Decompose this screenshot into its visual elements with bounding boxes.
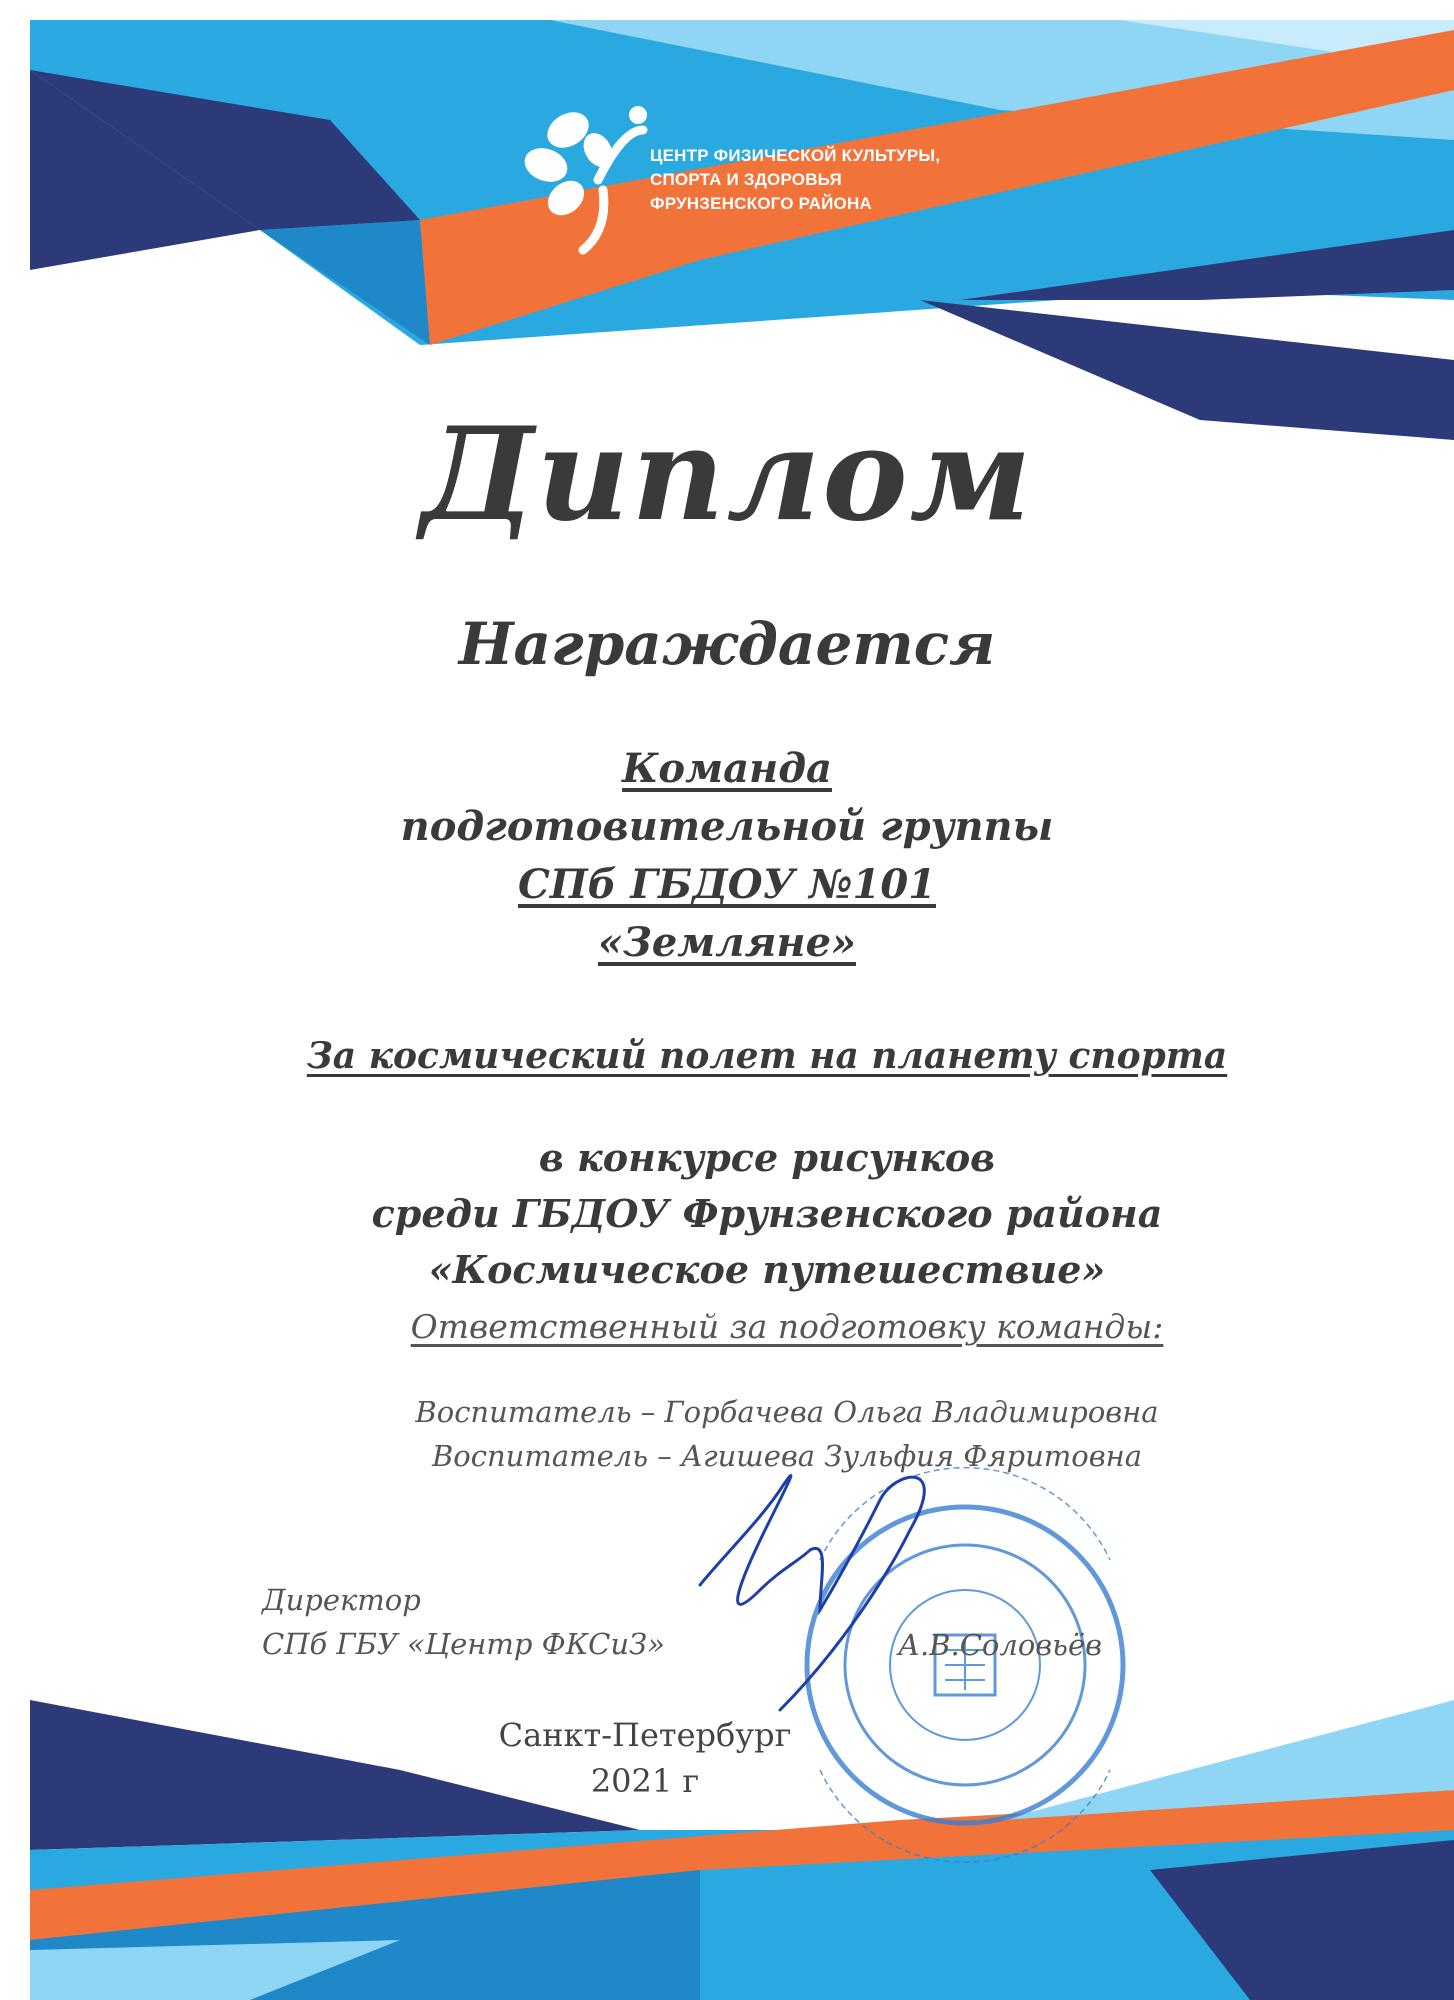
award-reason: За космический полет на планету спорта: [306, 1035, 1228, 1077]
director-title: Директор: [262, 1583, 421, 1617]
contest-line-3: «Космическое путешествие»: [428, 1247, 1106, 1292]
diploma-title: Диплом: [420, 400, 1034, 550]
contest-line-2: среди ГБДОУ Фрунзенского района: [371, 1191, 1163, 1236]
year: 2021 г: [590, 1762, 700, 1800]
teacher-line: Воспитатель – Агишева Зульфия Фяритовна: [431, 1439, 1142, 1473]
awarded-heading: Награждается: [458, 610, 996, 678]
contest-block: [40, 1130, 1454, 1298]
teachers-list: [60, 1390, 1454, 1478]
org-name: [650, 144, 940, 216]
org-name-line-1: ЦЕНТР ФИЗИЧЕСКОЙ КУЛЬТУРЫ,: [650, 146, 941, 165]
teacher-line: Воспитатель – Горбачева Ольга Владимировна: [415, 1395, 1159, 1429]
top-left-deep-blue: [260, 220, 430, 345]
recipient-line-2: подготовительной группы: [400, 803, 1054, 850]
recipient-line-4: «Земляне»: [597, 919, 857, 966]
recipient-line-1: Команда: [622, 745, 832, 792]
org-name-line-3: ФРУНЗЕНСКОГО РАЙОНА: [650, 194, 872, 213]
recipient-block: [0, 740, 1454, 972]
director-name: А.В.Соловьёв: [898, 1628, 1102, 1662]
contest-line-1: в конкурсе рисунков: [538, 1135, 996, 1180]
recipient-line-3: СПб ГБДОУ №101: [517, 861, 936, 908]
org-name-line-2: СПОРТА И ЗДОРОВЬЯ: [650, 170, 842, 189]
city-year-block: [0, 1712, 1372, 1804]
director-block: [262, 1578, 665, 1666]
city: Санкт-Петербург: [498, 1716, 792, 1754]
director-org: СПб ГБУ «Центр ФКСиЗ»: [262, 1627, 665, 1661]
responsible-label: Ответственный за подготовку команды:: [410, 1307, 1164, 1346]
